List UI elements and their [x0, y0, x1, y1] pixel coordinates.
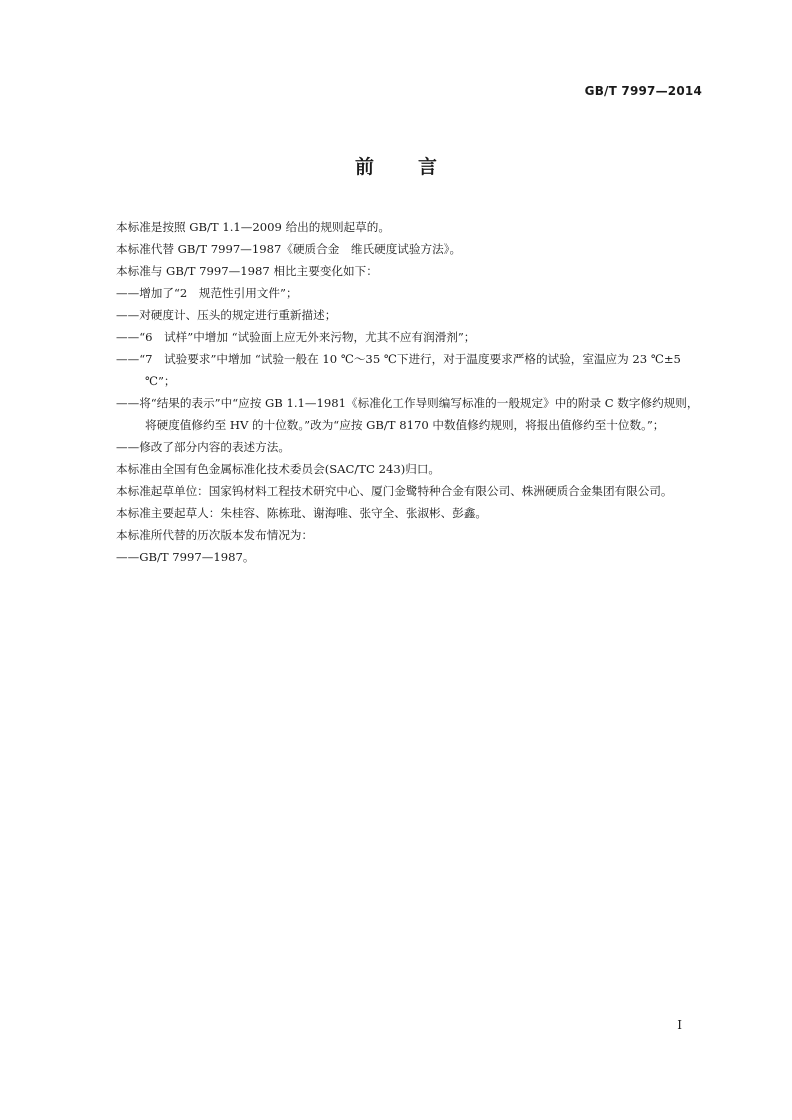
page-title	[0, 152, 792, 179]
paragraph-committee: 本标准由全国有色金属标准化技术委员会(SAC/TC 243)归口。	[116, 462, 441, 476]
history-item: ——GB/T 7997—1987。	[116, 550, 255, 564]
title-char-2: 言	[418, 156, 438, 178]
change-item: ——增加了“2 规范性引用文件”；	[116, 286, 298, 300]
paragraph-drafting-units: 本标准起草单位：国家钨材料工程技术研究中心、厦门金鹭特种合金有限公司、株洲硬质合金集团有限公司。	[116, 484, 673, 498]
change-item: ——对硬度计、压头的规定进行重新描述；	[116, 308, 337, 322]
page-number: I	[677, 1018, 682, 1032]
change-item: ——“7 试验要求”中增加 “试验一般在 10 ℃～35 ℃下进行，对于温度要求严格的试验，室温应为 23 ℃±5 ℃”；	[116, 352, 681, 388]
paragraph-replaces: 本标准代替 GB/T 7997—1987《硬质合金 维氏硬度试验方法》。	[116, 242, 462, 256]
foreword-body	[90, 216, 704, 568]
change-item: ——“6 试样”中增加 “试验面上应无外来污物，尤其不应有润滑剂”；	[116, 330, 476, 344]
change-item: ——将“结果的表示”中“应按 GB 1.1—1981《标准化工作导则编写标准的一般规定》中的附录 C 数字修约规则，将硬度值修约至 HV 的十位数。”改为“应按 GB/T 8170 中数值修约规则，将报出值修约至十位数。”；	[116, 396, 699, 432]
paragraph-changes-intro: 本标准与 GB/T 7997—1987 相比主要变化如下：	[116, 264, 378, 278]
title-char-1: 前	[354, 156, 374, 178]
change-item: ——修改了部分内容的表述方法。	[116, 440, 290, 454]
paragraph-rules: 本标准是按照 GB/T 1.1—2009 给出的规则起草的。	[116, 220, 390, 234]
standard-code: GB/T 7997—2014	[584, 84, 702, 98]
paragraph-history-intro: 本标准所代替的历次版本发布情况为：	[116, 528, 314, 542]
paragraph-drafters: 本标准主要起草人：朱桂容、陈栋玭、谢海唯、张守全、张淑彬、彭鑫。	[116, 506, 488, 520]
